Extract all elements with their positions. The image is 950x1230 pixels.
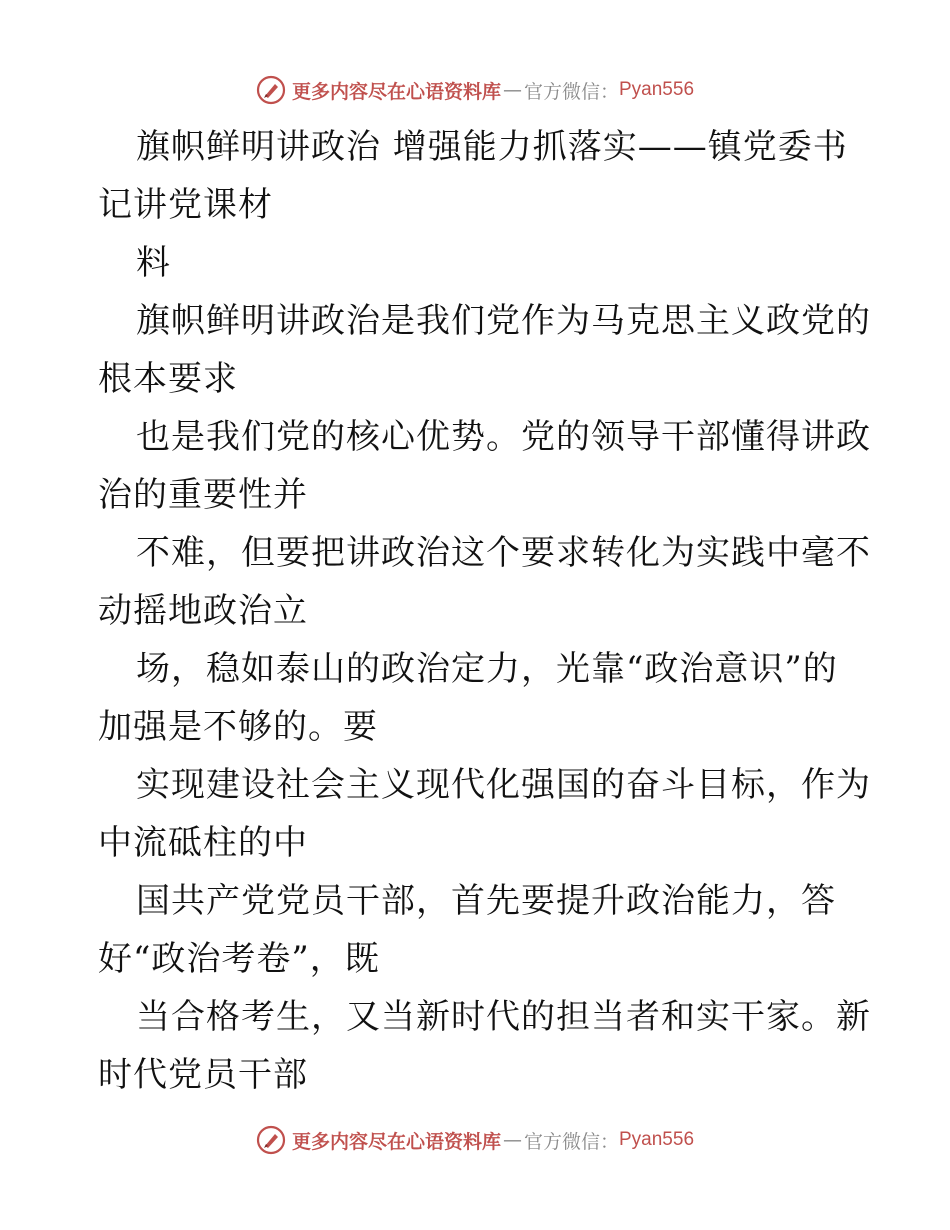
text-line: 时代党员干部 (98, 1055, 308, 1095)
footer-wechat-label: 官方微信： (523, 1130, 619, 1153)
footer-banner-separator: — (502, 1129, 522, 1151)
text-line: 中流砥柱的中 (98, 823, 308, 863)
document-body (98, 118, 871, 1104)
header-wechat-label: 官方微信： (523, 80, 619, 103)
text-line: 根本要求 (98, 359, 238, 399)
header-wechat-id: Pyan556 (619, 79, 695, 100)
footer-banner (0, 1120, 950, 1160)
header-banner-text: 更多内容尽在心语资料库 (291, 80, 501, 103)
text-line: 治的重要性并 (98, 475, 308, 515)
text-line: 实现建设社会主义现代化强国的奋斗目标，作为 (136, 765, 871, 805)
text-line: 不难，但要把讲政治这个要求转化为实践中毫不 (136, 533, 871, 573)
title-line-3: 料 (136, 243, 171, 283)
title-line-1: 旗帜鲜明讲政治 增强能力抓落实——镇党委书 (136, 127, 848, 167)
pen-nib-logo-icon (256, 75, 286, 105)
header-banner (0, 70, 950, 110)
text-line: 国共产党党员干部，首先要提升政治能力，答 (136, 881, 836, 921)
text-line: 也是我们党的核心优势。党的领导干部懂得讲政 (136, 417, 871, 457)
footer-banner-text: 更多内容尽在心语资料库 (291, 1130, 501, 1153)
text-line: 当合格考生，又当新时代的担当者和实干家。新 (136, 997, 871, 1037)
footer-wechat-id: Pyan556 (619, 1129, 695, 1150)
text-line: 动摇地政治立 (98, 591, 308, 631)
text-line: 场，稳如泰山的政治定力，光靠“政治意识”的 (136, 649, 838, 689)
text-line: 好“政治考卷”，既 (98, 939, 380, 979)
text-line: 旗帜鲜明讲政治是我们党作为马克思主义政党的 (136, 301, 871, 341)
pen-nib-logo-icon (256, 1125, 286, 1155)
header-banner-separator: — (502, 79, 522, 101)
text-line: 加强是不够的。要 (98, 707, 378, 747)
title-line-2: 记讲党课材 (98, 185, 273, 225)
